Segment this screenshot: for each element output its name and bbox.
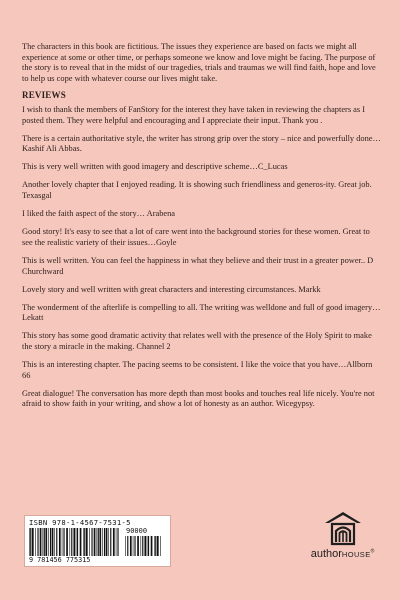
review-paragraph: This is very well written with good imagery and descriptive scheme…C_Lucas xyxy=(22,162,288,172)
reviews-list xyxy=(22,105,382,410)
barcode-bar xyxy=(141,536,142,556)
barcode-bar xyxy=(70,528,71,556)
barcode-bar xyxy=(35,528,36,556)
intro-paragraph: The characters in this book are fictitious. The issues they experience are based on facts we might all experience at some or other time, or perhaps someone we know and love might be facing. The purpose of the story is to reveal that in the midst of our tragedies, trials and traumas we will find faith, hope and love to help us cope with whatever course our lives might take. xyxy=(22,42,376,83)
review-paragraph: Lovely story and well written with great characters and interesting circumstances. Markk xyxy=(22,284,321,294)
barcode-bar xyxy=(50,528,51,556)
barcode-bar xyxy=(43,528,44,556)
barcode-bar xyxy=(116,528,117,556)
review-paragraph: This story has some good dramatic activity that relates well with the presence of the Holy Spirit to make the story a miracle in the making. Channel 2 xyxy=(22,331,372,351)
barcode-bar xyxy=(155,536,156,556)
barcode-bar xyxy=(86,528,88,556)
barcode-bar xyxy=(89,528,90,556)
barcode-bar xyxy=(134,536,135,556)
publisher-logo xyxy=(300,510,385,560)
barcode-bar xyxy=(94,528,96,556)
barcode-bar xyxy=(151,536,153,556)
review-paragraph: The wonderment of the afterlife is compelling to all. The writing was welldone and full of good imagery… Lekatt xyxy=(22,302,381,323)
review-paragraph: Another lovely chapter that I enjoyed reading. It is showing such friendliness and generos-ity. Great job. Texasgal xyxy=(22,180,372,201)
price-barcode-bars xyxy=(125,536,165,556)
review-paragraph: I liked the faith aspect of the story… Arabena xyxy=(22,209,176,219)
barcode-bar xyxy=(137,536,139,556)
publisher-name xyxy=(300,548,385,560)
barcode-bar xyxy=(77,528,78,556)
barcode-bar xyxy=(133,536,134,556)
back-cover-text xyxy=(22,42,382,417)
barcode-bar xyxy=(157,536,159,556)
review-paragraph: This is well written. You can feel the happiness in what they believe and their trust in a greater power.. D Churchward xyxy=(22,255,374,276)
price-code: 90000 xyxy=(126,527,148,535)
barcode-bar xyxy=(71,528,72,556)
publisher-name-main: author xyxy=(310,548,342,560)
reviews-heading: REVIEWS xyxy=(22,90,66,101)
review-paragraph: I wish to thank the members of FanStory for the interest they have taken in reviewing the chapters as I posted them. They were helpful and encouraging and I appreciate their input. Thank you . xyxy=(22,104,366,125)
barcode-bar xyxy=(106,528,108,556)
barcode-bar xyxy=(110,528,111,556)
isbn-label: ISBN 978-1-4567-7531-5 xyxy=(29,518,131,527)
barcode-bar xyxy=(97,528,98,556)
barcode-bar xyxy=(40,528,42,556)
barcode-bar xyxy=(144,536,146,556)
barcode-bar xyxy=(148,536,149,556)
barcode-bar xyxy=(127,536,128,556)
barcode-bar xyxy=(160,536,161,556)
barcode-bar xyxy=(117,528,118,556)
barcode-bar xyxy=(99,528,101,556)
barcode-bar xyxy=(56,528,57,556)
house-logo-icon xyxy=(323,510,363,546)
barcode-bar xyxy=(66,528,68,556)
barcode-bar xyxy=(125,536,126,556)
barcode-bar xyxy=(59,528,61,556)
review-paragraph: Good story! It's easy to see that a lot of care went into the background stories for these women. Great to see the realistic variety of their issues…Goyle xyxy=(22,227,370,247)
barcode-bar xyxy=(63,528,64,556)
barcode-bar xyxy=(91,528,92,556)
barcode-bar xyxy=(37,528,38,556)
barcode-bar xyxy=(80,528,82,556)
review-paragraph: Great dialogue! The conversation has more depth than most books and touches real life nicely. You're not afraid to show faith in your writing, and show a lot of honesty as an author. Wicegypsy. xyxy=(22,388,375,409)
barcode-digits: 9 781456 775315 xyxy=(29,556,91,564)
barcode-bars xyxy=(29,528,121,556)
barcode-bar xyxy=(102,528,103,556)
barcode-bar xyxy=(147,536,148,556)
barcode-bar xyxy=(54,528,55,556)
barcode-bar xyxy=(48,528,49,556)
barcode-bar xyxy=(154,536,155,556)
barcode-bar xyxy=(32,528,34,556)
barcode-bar xyxy=(104,528,105,556)
barcode-bar xyxy=(113,528,115,556)
barcode-bar xyxy=(44,528,45,556)
registered-mark: ® xyxy=(370,548,375,555)
barcode-bar xyxy=(52,528,54,556)
barcode-bar xyxy=(62,528,63,556)
review-paragraph: There is a certain authoritative style, the writer has strong grip over the story – nice and powerfully done…Kashif Ali Abbas. xyxy=(22,133,381,154)
review-paragraph: This is an interesting chapter. The pacing seems to be consistent. I like the voice that you have…Allborn 66 xyxy=(22,360,373,380)
barcode-bar xyxy=(108,528,109,556)
barcode-bar xyxy=(45,528,47,556)
isbn-barcode xyxy=(24,515,171,567)
barcode-bar xyxy=(30,528,31,556)
barcode-bar xyxy=(29,528,30,556)
barcode-bar xyxy=(142,536,143,556)
barcode-bar xyxy=(73,528,75,556)
publisher-name-house: HOUSE xyxy=(341,550,371,559)
barcode-bar xyxy=(84,528,85,556)
barcode-bar xyxy=(83,528,84,556)
barcode-bar xyxy=(98,528,99,556)
barcode-bar xyxy=(130,536,132,556)
barcode-bar xyxy=(76,528,77,556)
